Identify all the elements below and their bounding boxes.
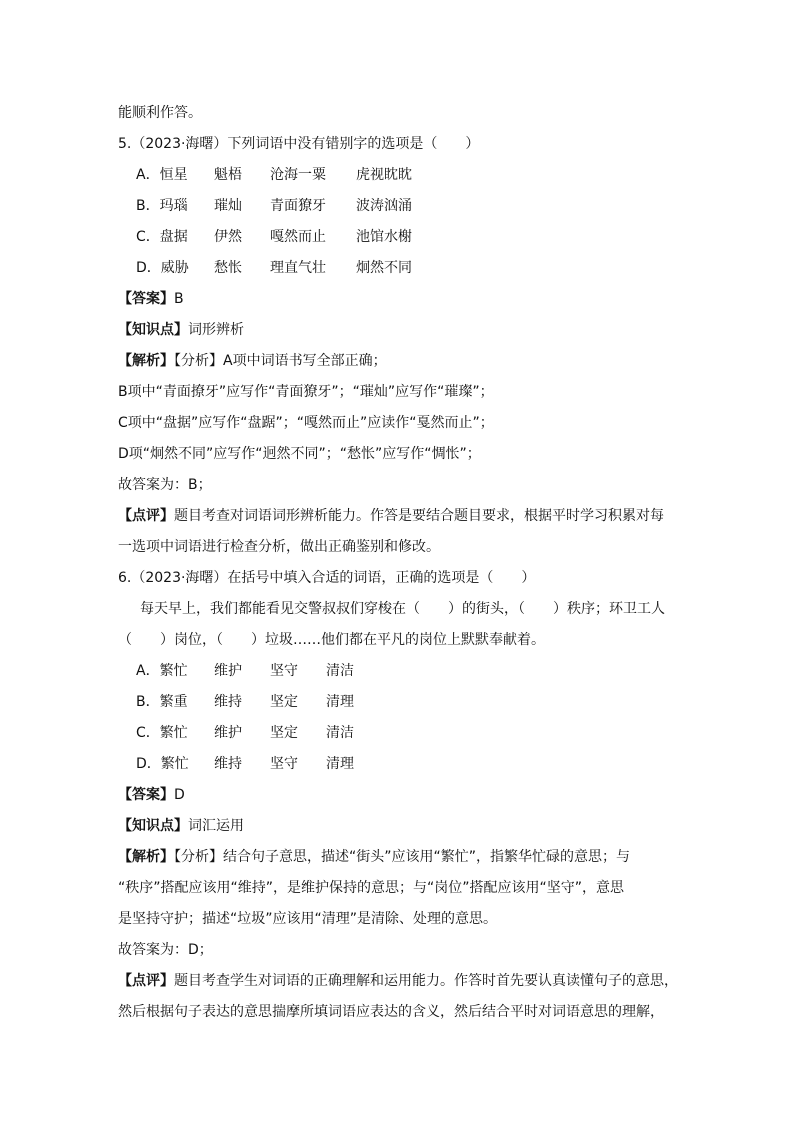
option-word: 清理 — [326, 694, 354, 710]
option-label: C．盘据 — [136, 229, 188, 245]
option-label: D．繁忙 — [136, 756, 189, 772]
comment-tag: 【点评】 — [118, 973, 174, 989]
comment-line: 题目考查学生对词语的正确理解和运用能力。作答时首先要认真读懂句子的意思， — [174, 973, 678, 989]
analysis-line: 故答案为：D； — [118, 942, 213, 958]
option-word: 清洁 — [326, 725, 354, 741]
analysis-line: “秩序”搭配应该用“维持”，是维护保持的意思；与“岗位”搭配应该用“坚守”，意思 — [118, 880, 625, 896]
option-label: B．玛瑙 — [136, 198, 188, 214]
knowledge-tag: 【知识点】 — [118, 818, 188, 834]
option-label: A．繁忙 — [136, 663, 188, 679]
knowledge-value: 词形辨析 — [188, 322, 244, 338]
q6-stem: 6.（2023·海曙）在括号中填入合适的词语，正确的选项是（ ） — [118, 570, 536, 586]
q6-analysis — [118, 847, 630, 867]
q6-passage-line: （ ）岗位，（ ）垃圾……他们都在平凡的岗位上默默奉献着。 — [118, 632, 545, 648]
option-word: 理直气壮 — [270, 260, 326, 276]
analysis-line: 【分析】结合句子意思，描述“街头”应该用“繁忙”，指繁华忙碌的意思；与 — [174, 849, 631, 865]
q5-analysis — [118, 351, 387, 371]
option-word: 坚守 — [270, 756, 298, 772]
q6-option-b — [136, 692, 416, 712]
comment-line: 然后根据句子表达的意思揣摩所填词语应表达的含义，然后结合平时对词语意思的理解， — [118, 1004, 664, 1020]
option-word: 嘎然而止 — [270, 229, 326, 245]
answer-tag: 【答案】 — [118, 291, 174, 307]
q6-option-a — [136, 661, 416, 681]
analysis-tag: 【解析】 — [118, 353, 174, 369]
answer-value: B — [174, 291, 184, 307]
option-word: 清洁 — [326, 663, 354, 679]
option-label: B．繁重 — [136, 694, 188, 710]
analysis-line: B项中“青面撩牙”应写作“青面獠牙”；“璀灿”应写作“璀璨”； — [118, 384, 494, 400]
option-word: 魁梧 — [214, 167, 242, 183]
option-word: 沧海一粟 — [270, 167, 326, 183]
analysis-line: 【分析】A项中词语书写全部正确； — [174, 353, 387, 369]
q5-option-c — [136, 227, 446, 247]
q5-stem: 5.（2023·海曙）下列词语中没有错别字的选项是（ ） — [118, 136, 480, 152]
q6-option-c — [136, 723, 416, 743]
option-word: 璀灿 — [214, 198, 242, 214]
option-word: 坚定 — [270, 694, 298, 710]
answer-tag: 【答案】 — [118, 787, 174, 803]
option-word: 维持 — [214, 756, 242, 772]
analysis-tag: 【解析】 — [118, 849, 174, 865]
option-word: 清理 — [326, 756, 354, 772]
q6-answer — [118, 785, 185, 805]
knowledge-tag: 【知识点】 — [118, 322, 188, 338]
option-label: A．恒星 — [136, 167, 188, 183]
q5-option-b — [136, 196, 446, 216]
q5-answer — [118, 289, 184, 309]
intro-tail: 能顺利作答。 — [118, 105, 202, 121]
option-word: 维护 — [214, 663, 242, 679]
answer-value: D — [174, 787, 185, 803]
option-word: 炯然不同 — [356, 260, 412, 276]
q6-option-d — [136, 754, 416, 774]
option-word: 维持 — [214, 694, 242, 710]
analysis-line: 是坚持守护；描述“垃圾”应该用“清理”是清除、处理的意思。 — [118, 911, 498, 927]
option-word: 坚守 — [270, 663, 298, 679]
analysis-line: D项“炯然不同”应写作“迥然不同”；“愁怅”应写作“惆怅”； — [118, 446, 481, 462]
q6-passage-line: 每天早上，我们都能看见交警叔叔们穿梭在（ ）的街头，（ ）秩序；环卫工人 — [140, 601, 665, 617]
option-word: 维护 — [214, 725, 242, 741]
option-word: 波涛汹涌 — [356, 198, 412, 214]
q5-comment — [118, 506, 664, 526]
q6-knowledge — [118, 816, 244, 836]
comment-line: 一选项中词语进行检查分析，做出正确鉴别和修改。 — [118, 539, 440, 555]
option-word: 伊然 — [214, 229, 242, 245]
knowledge-value: 词汇运用 — [188, 818, 244, 834]
analysis-line: 故答案为：B； — [118, 477, 212, 493]
option-label: D．威胁 — [136, 260, 189, 276]
q6-comment — [118, 971, 678, 991]
option-word: 愁怅 — [214, 260, 242, 276]
comment-line: 题目考查对词语词形辨析能力。作答是要结合题目要求，根据平时学习积累对每 — [174, 508, 664, 524]
option-label: C．繁忙 — [136, 725, 188, 741]
analysis-line: C项中“盘据”应写作“盘踞”；“嘎然而止”应读作“戛然而止”； — [118, 415, 494, 431]
option-word: 虎视眈眈 — [356, 167, 412, 183]
option-word: 坚定 — [270, 725, 298, 741]
option-word: 池馆水榭 — [356, 229, 412, 245]
option-word: 青面獠牙 — [270, 198, 326, 214]
comment-tag: 【点评】 — [118, 508, 174, 524]
q5-option-d — [136, 258, 446, 278]
q5-knowledge — [118, 320, 244, 340]
q5-option-a — [136, 165, 446, 185]
